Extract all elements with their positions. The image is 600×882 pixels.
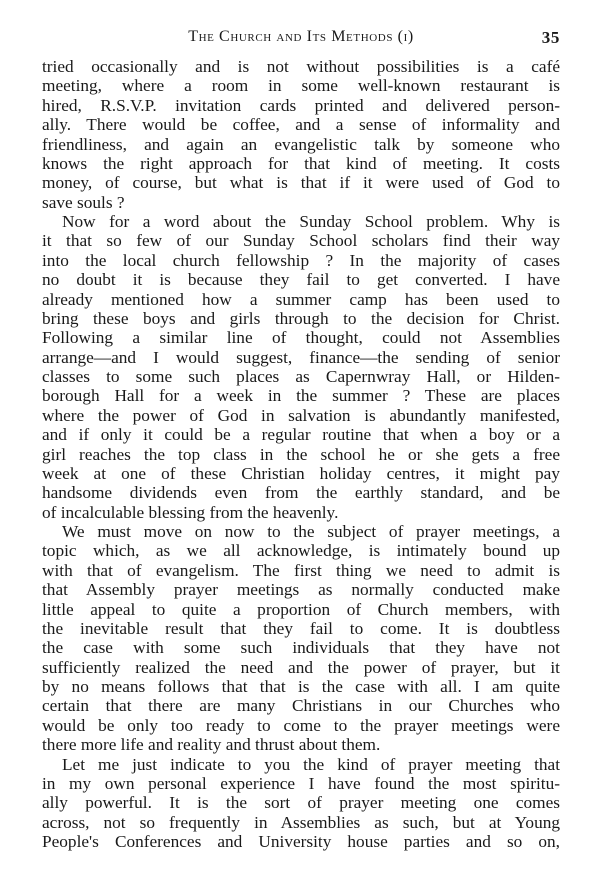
page-number: 35 <box>541 28 560 47</box>
text-line: would be only too ready to come to the prayer meetings were <box>42 715 560 735</box>
text-line: handsome dividends even from the earthly standard, and be <box>42 483 560 503</box>
text-line: in my own personal experience I have found the most spiritu- <box>42 773 560 793</box>
text-line: Let me just indicate to you the kind of prayer meeting that <box>62 754 560 774</box>
text-line: knows the right approach for that kind of meeting. It costs <box>42 153 560 173</box>
text-line: no doubt it is because they fail to get converted. I have <box>42 270 560 290</box>
paragraph <box>42 212 560 522</box>
text-line: it that so few of our Sunday School scholars find their way <box>42 231 560 251</box>
paragraph <box>42 57 560 212</box>
text-line: across, not so frequently in Assemblies as such, but at Young <box>42 812 560 832</box>
text-line: ally. There would be coffee, and a sense of informality and <box>42 115 560 135</box>
text-line: hired, R.S.V.P. invitation cards printed and delivered person- <box>42 95 560 115</box>
text-line: with that of evangelism. The first thing we need to admit is <box>42 560 560 580</box>
text-line: meeting, where a room in some well-known restaurant is <box>42 76 560 96</box>
text-line: tried occasionally and is not without possibilities is a café <box>42 57 560 76</box>
text-line: friendliness, and again an evangelistic talk by someone who <box>42 134 560 154</box>
body-text <box>42 57 560 851</box>
text-line: save souls ? <box>42 192 125 212</box>
text-line: arrange—and I would suggest, finance—the sending of senior <box>42 347 560 367</box>
text-line: that Assembly prayer meetings as normally conducted make <box>42 580 560 600</box>
text-line: the inevitable result that they fail to come. It is doubtless <box>42 618 560 638</box>
text-line: week at one of these Christian holiday centres, it might pay <box>42 463 560 483</box>
text-line: sufficiently realized the need and the power of prayer, but it <box>42 657 560 677</box>
paragraph <box>42 755 560 852</box>
running-head <box>42 28 560 50</box>
text-line: classes to some such places as Capernwray Hall, or Hilden- <box>42 367 560 386</box>
text-line: where the power of God in salvation is abundantly manifested, <box>42 405 560 425</box>
text-line: girl reaches the top class in the school he or she gets a free <box>42 444 560 464</box>
text-line: certain that there are many Christians in our Churches who <box>42 696 560 716</box>
text-line: Following a similar line of thought, could not Assemblies <box>42 328 560 348</box>
text-line: by no means follows that that is the case with all. I am quite <box>42 677 560 696</box>
running-head-title: The Church and Its Methods (i) <box>188 28 414 45</box>
text-line: into the local church fellowship ? In the majority of cases <box>42 250 560 270</box>
text-line: People's Conferences and University house parties and so on, <box>42 832 560 851</box>
text-line: there more life and reality and thrust about them. <box>42 735 381 755</box>
text-line: bring these boys and girls through to the decision for Christ. <box>42 308 560 328</box>
text-line: already mentioned how a summer camp has been used to <box>42 289 560 309</box>
text-line: borough Hall for a week in the summer ? These are places <box>42 386 560 406</box>
text-line: ally powerful. It is the sort of prayer meeting one comes <box>42 793 560 813</box>
text-line: topic which, as we all acknowledge, is intimately bound up <box>42 541 560 561</box>
text-line: and if only it could be a regular routine that when a boy or a <box>42 425 560 445</box>
text-line: of incalculable blessing from the heavenly. <box>42 502 339 522</box>
text-line: little appeal to quite a proportion of Church members, with <box>42 599 560 619</box>
text-line: We must move on now to the subject of prayer meetings, a <box>62 522 560 541</box>
paragraph <box>42 522 560 755</box>
text-line: Now for a word about the Sunday School problem. Why is <box>62 212 560 231</box>
text-line: the case with some such individuals that they have not <box>42 638 560 658</box>
text-line: money, of course, but what is that if it were used of God to <box>42 173 560 193</box>
